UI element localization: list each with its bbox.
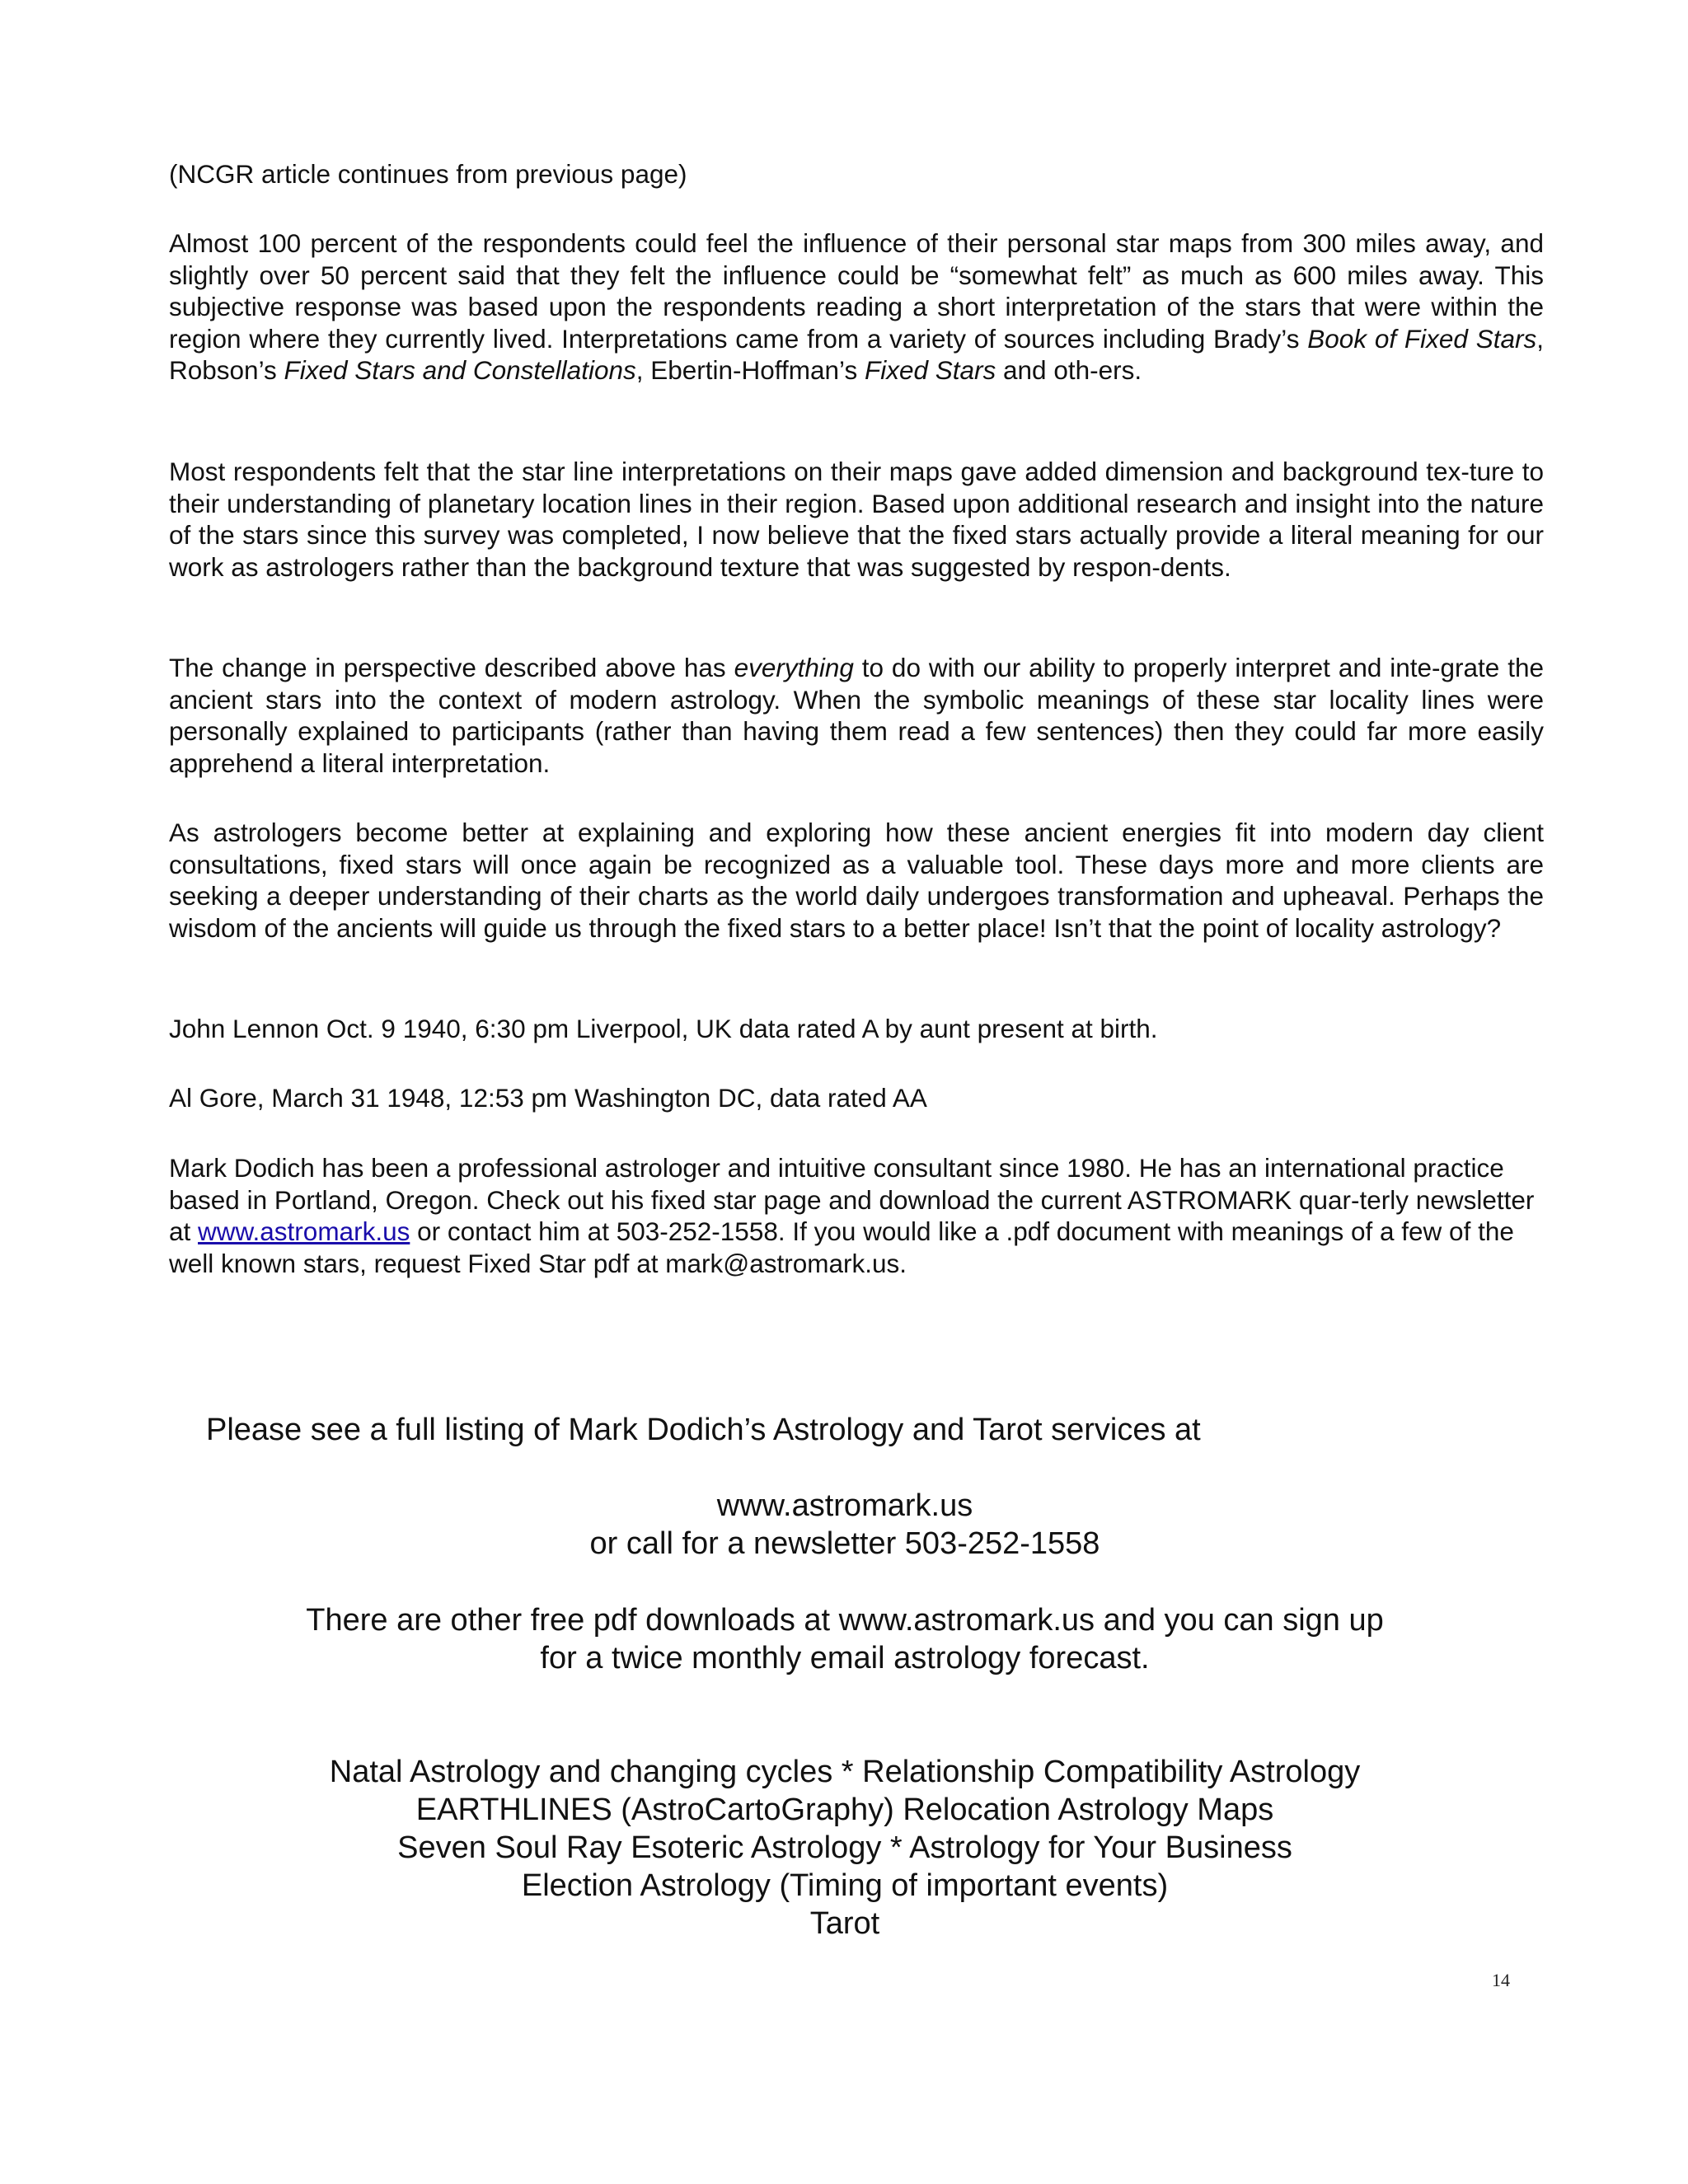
service-item: Tarot <box>809 1906 880 1941</box>
paragraph-text: Almost 100 percent of the respondents could feel the influence of their personal star maps from 300 miles away, and slightly over 50 percent said that they felt the influence could be “somewhat felt” as much as 600 miles away. This subjective response was based upon the respondents reading a short interpretation of the stars that were within the region where they currently lived. Interpretations came from a variety of sources including Brady’s <box>169 228 1544 354</box>
paragraph-text: The change in perspective described above has <box>169 653 734 682</box>
paragraph-text: , Robson’s <box>169 323 1544 385</box>
service-item: Seven Soul Ray Esoteric Astrology * Astrology for Your Business <box>397 1830 1292 1865</box>
gore-data: Al Gore, March 31 1948, 12:53 pm Washington DC, data rated AA <box>169 1083 927 1113</box>
paragraph-perspective <box>169 652 1544 779</box>
emphasis-text: everything <box>734 653 854 682</box>
promo-downloads-line: There are other free pdf downloads at www.astromark.us and you can sign up <box>306 1603 1384 1638</box>
bio-text: Mark Dodich has been a professional astrologer and intuitive consultant since 1980. He has an international practice based in Portland, Oregon. Check out his fixed star page and download the current ASTROMARK quar-terly newsletter at <box>169 1153 1535 1246</box>
services-list <box>169 1753 1521 1943</box>
promo-contact <box>169 1487 1521 1563</box>
astromark-link[interactable]: www.astromark.us <box>198 1216 410 1246</box>
paragraph-astrologers: As astrologers become better at explaining and exploring how these ancient energies fit into modern day client consultations, fixed stars will once again be recognized as a valuable tool. These days more and more clients are seeking a deeper understanding of their charts as the world daily undergoes transformation and upheaval. Perhaps the wisdom of the ancients will guide us through the fixed stars to a better place! Isn’t that the point of locality astrology? <box>169 818 1544 943</box>
book-title: Book of Fixed Stars <box>1307 323 1537 354</box>
promo-intro: Please see a full listing of Mark Dodich’s Astrology and Tarot services at <box>206 1413 1201 1447</box>
service-item: Election Astrology (Timing of important events) <box>521 1868 1169 1903</box>
book-title: Fixed Stars <box>864 355 996 385</box>
promo-newsletter: or call for a newsletter 503-252-1558 <box>589 1526 1100 1561</box>
paragraph-text: , Ebertin-Hoffman’s <box>635 355 865 385</box>
promo-downloads-line: for a twice monthly email astrology forecast. <box>540 1641 1150 1675</box>
service-item: Natal Astrology and changing cycles * Relationship Compatibility Astrology <box>329 1755 1361 1789</box>
paragraph-respondents <box>169 227 1544 387</box>
lennon-data: John Lennon Oct. 9 1940, 6:30 pm Liverpool, UK data rated A by aunt present at birth. <box>169 1014 1158 1043</box>
service-item: EARTHLINES (AstroCartoGraphy) Relocation Astrology Maps <box>415 1793 1274 1827</box>
continuation-note: (NCGR article continues from previous page) <box>169 159 687 189</box>
paragraph-text: to do with our ability to properly interpret and inte-grate the ancient stars into the context of modern astrology. When the symbolic meanings of these star locality lines were personally explained to participants (rather than having them read a few sentences) then they could far more easily apprehend a literal interpretation. <box>169 653 1544 778</box>
paragraph-text: and oth-ers. <box>996 355 1142 385</box>
paragraph-interpretations: Most respondents felt that the star line interpretations on their maps gave added dimension and background tex-ture to their understanding of planetary location lines in their region. Based upon additional research and insight into the nature of the stars since this survey was completed, I now believe that the fixed stars actually provide a literal meaning for our work as astrologers rather than the background texture that was suggested by respon-dents. <box>169 457 1544 582</box>
book-title: Fixed Stars and Constellations <box>284 355 636 385</box>
author-bio <box>169 1152 1544 1279</box>
promo-website: www.astromark.us <box>716 1488 973 1523</box>
promo-downloads <box>169 1601 1521 1677</box>
bio-text: or contact him at 503-252-1558. If you would like a .pdf document with meanings of a few of the well known stars, request Fixed Star pdf at mark@astromark.us. <box>169 1216 1514 1278</box>
page-number: 14 <box>1492 1970 1510 1990</box>
